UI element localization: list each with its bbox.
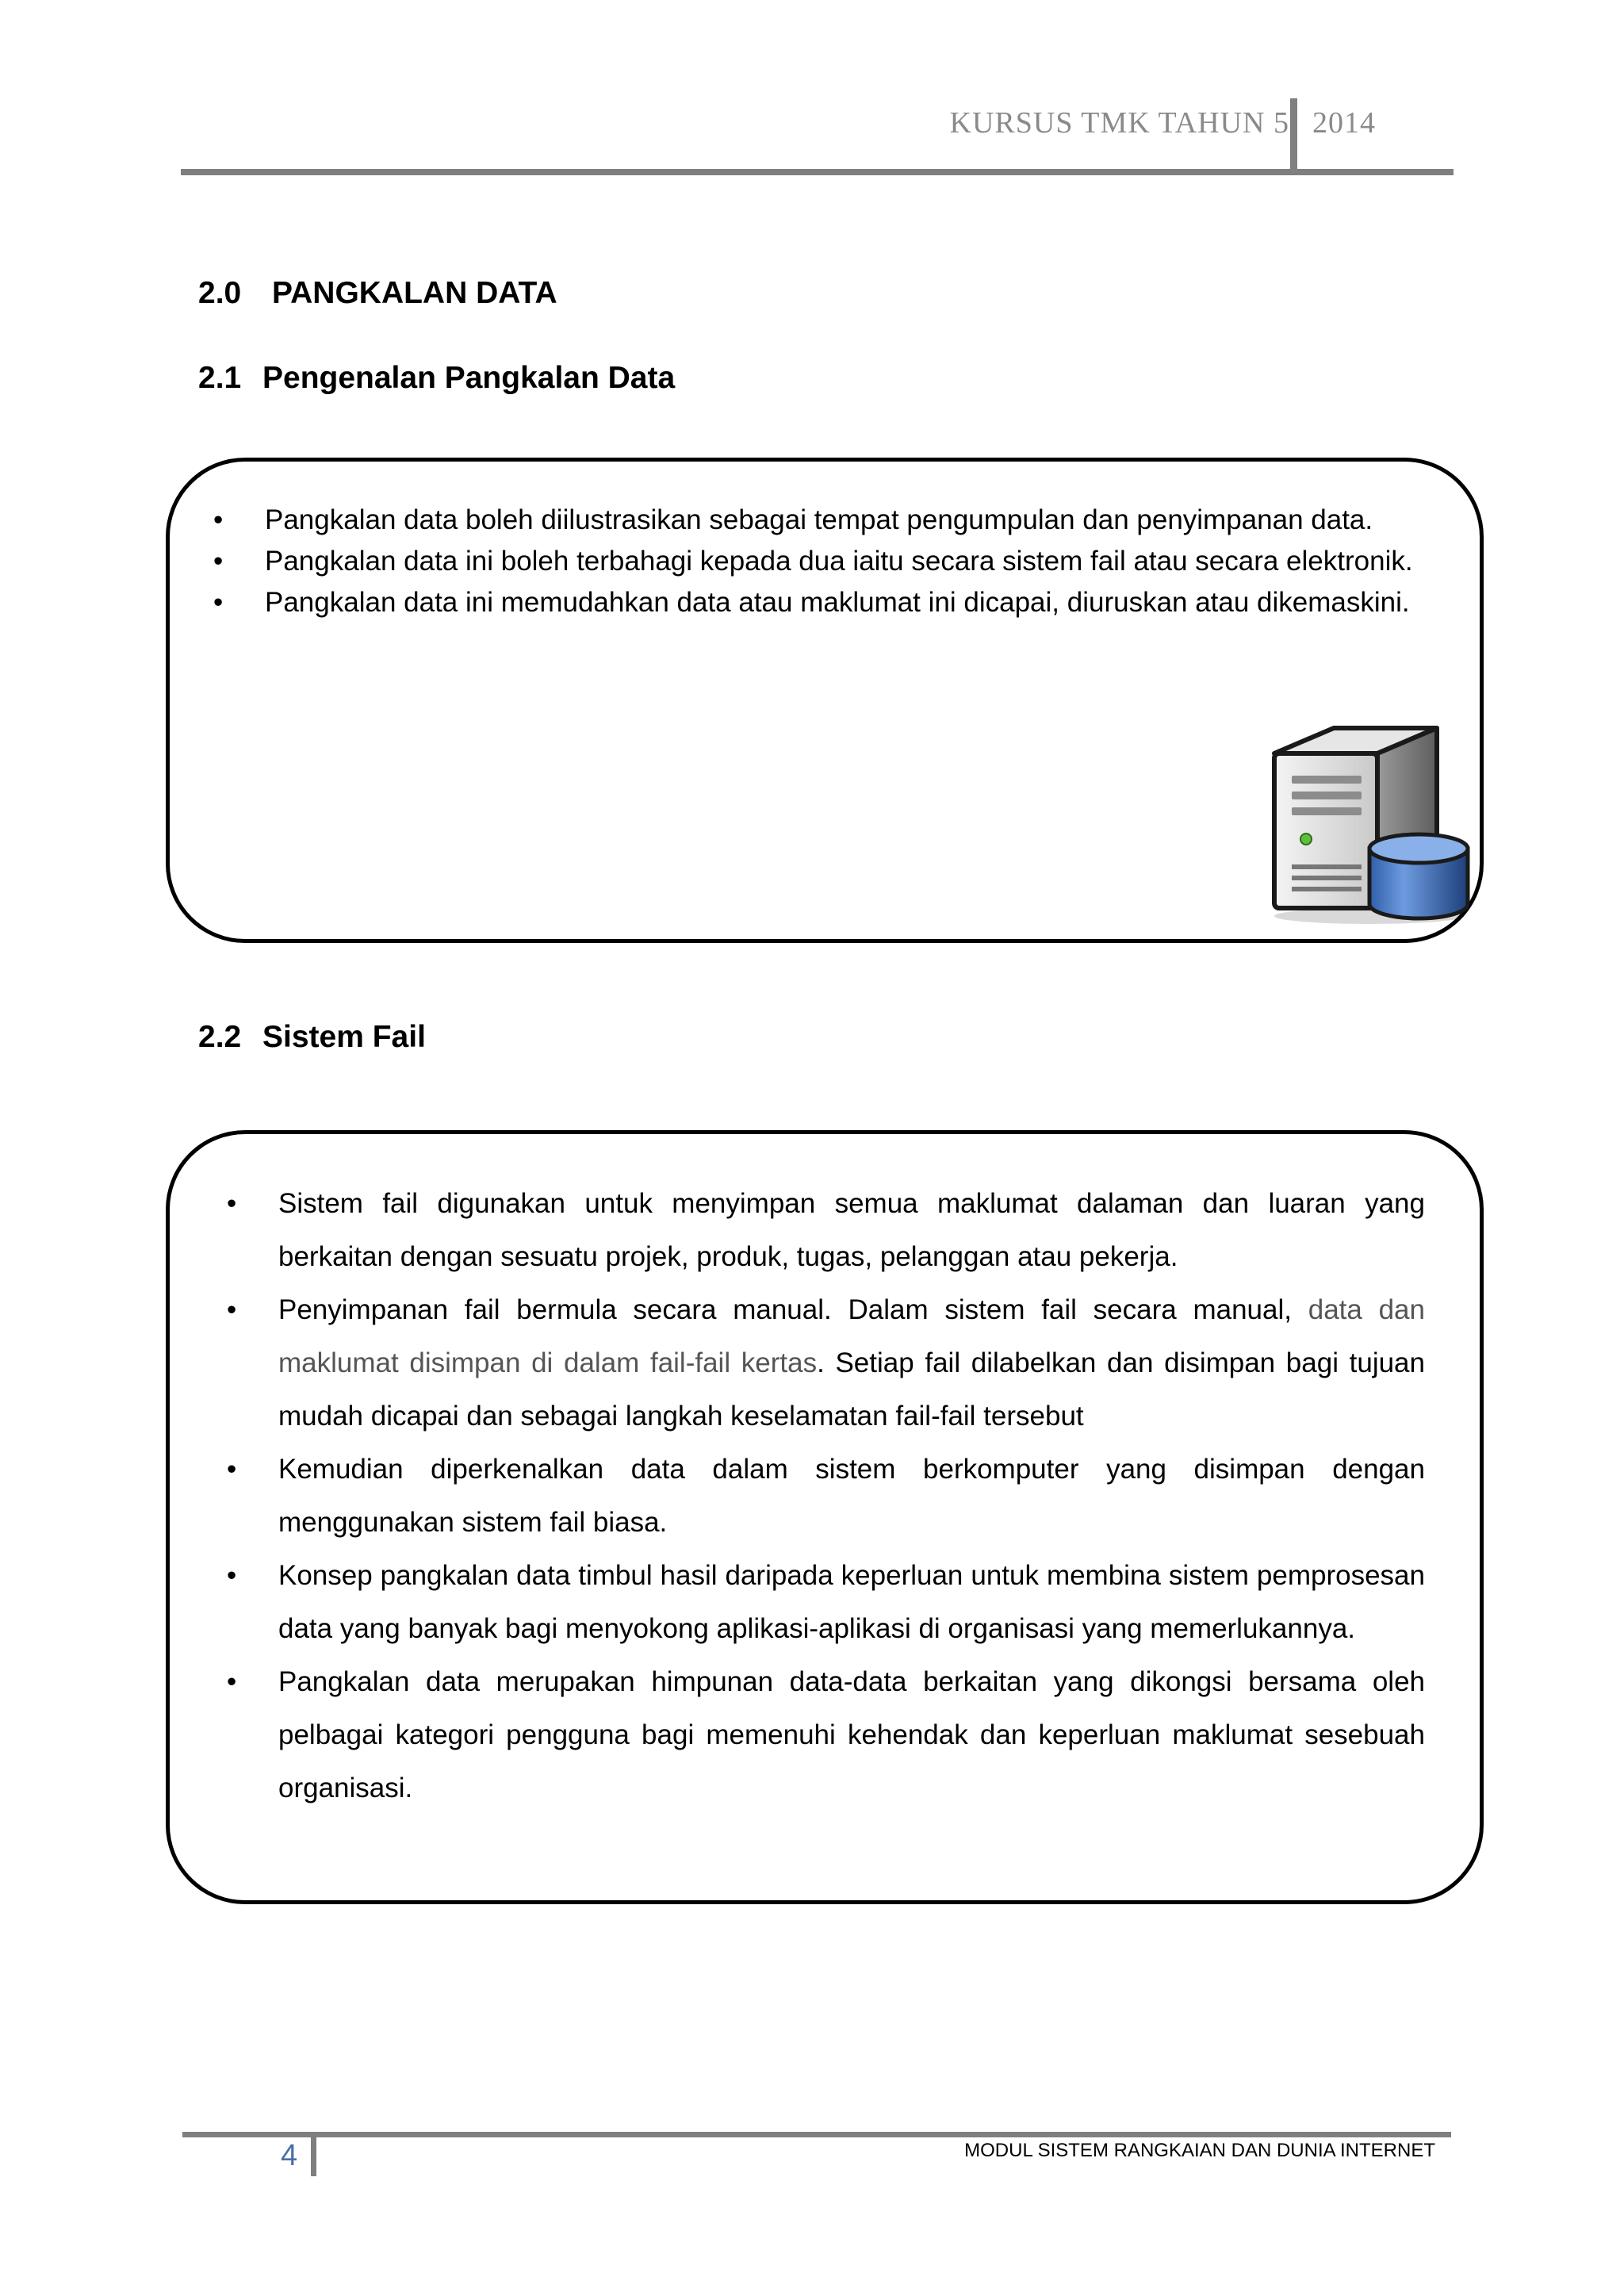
bullet-icon: • — [227, 1294, 237, 1325]
list-item-text: Sistem fail digunakan untuk menyimpan semua maklumat dalaman dan luaran yang berkaitan dengan sesuatu projek, produk, tugas, pelanggan atau pekerja. — [278, 1188, 1425, 1272]
file-system-bullet-list — [227, 1177, 1425, 1815]
heading-text: PANGKALAN DATA — [272, 276, 557, 310]
header-divider — [1290, 98, 1297, 173]
section-heading-main — [198, 276, 557, 311]
heading-number: 2.0 — [198, 276, 242, 310]
list-item — [227, 1177, 1425, 1283]
list-item-text: Pangkalan data boleh diilustrasikan sebagai tempat pengumpulan dan penyimpanan data. — [265, 504, 1373, 535]
footer-title: MODUL SISTEM RANGKAIAN DAN DUNIA INTERNET — [964, 2140, 1435, 2161]
bullet-icon: • — [227, 1666, 237, 1697]
list-item-text: Pangkalan data merupakan himpunan data-data berkaitan yang dikongsi bersama oleh pelbagai kategori pengguna bagi memenuhi kehendak dan keperluan maklumat sesebuah organisasi. — [278, 1666, 1425, 1803]
list-item-text: Penyimpanan fail bermula secara manual. Dalam sistem fail secara manual, — [278, 1294, 1308, 1325]
bullet-icon: • — [227, 1188, 237, 1219]
bullet-icon: • — [227, 1560, 237, 1591]
heading-text: Sistem Fail — [262, 1020, 426, 1054]
list-item-text: Pangkalan data ini memudahkan data atau maklumat ini dicapai, diuruskan atau dikemaskini. — [265, 587, 1410, 618]
section-heading-intro — [198, 361, 675, 396]
intro-bullet-list — [213, 500, 1439, 623]
list-item-text: Kemudian diperkenalkan data dalam sistem berkomputer yang disimpan dengan menggunakan sistem fail biasa. — [278, 1454, 1425, 1538]
list-item-text: Pangkalan data ini boleh terbahagi kepada dua iaitu secara sistem fail atau secara elektronik. — [265, 546, 1413, 577]
header-title: KURSUS TMK TAHUN 5 — [949, 106, 1289, 140]
footer-rule — [182, 2132, 1451, 2137]
header-rule — [181, 169, 1454, 175]
bullet-icon: • — [213, 504, 224, 535]
file-system-box — [166, 1130, 1484, 1904]
bullet-icon: • — [213, 587, 224, 618]
list-item — [213, 582, 1439, 623]
header-year: 2014 — [1312, 106, 1376, 140]
list-item — [227, 1655, 1425, 1815]
heading-number: 2.2 — [198, 1020, 242, 1054]
list-item — [227, 1549, 1425, 1655]
bullet-icon: • — [213, 546, 224, 577]
bullet-icon: • — [227, 1454, 237, 1485]
heading-number: 2.1 — [198, 361, 242, 395]
heading-text: Pengenalan Pangkalan Data — [262, 361, 676, 395]
database-server-icon — [1266, 714, 1473, 928]
list-item — [227, 1283, 1425, 1443]
list-item-highlight: data dan maklumat disimpan di dalam fail-fail kertas — [278, 1294, 1425, 1378]
section-heading-file-system — [198, 1020, 426, 1055]
list-item — [227, 1443, 1425, 1549]
list-item — [213, 500, 1439, 541]
page-number: 4 — [281, 2139, 298, 2172]
list-item-text: Konsep pangkalan data timbul hasil daripada keperluan untuk membina sistem pemprosesan data yang banyak bagi menyokong aplikasi-aplikasi di organisasi yang memerlukannya. — [278, 1560, 1425, 1644]
list-item — [213, 541, 1439, 582]
list-item-text: . Setiap fail dilabelkan dan disimpan bagi tujuan mudah dicapai dan sebagai langkah keselamatan fail-fail tersebut — [278, 1347, 1425, 1432]
footer-divider — [311, 2133, 316, 2176]
